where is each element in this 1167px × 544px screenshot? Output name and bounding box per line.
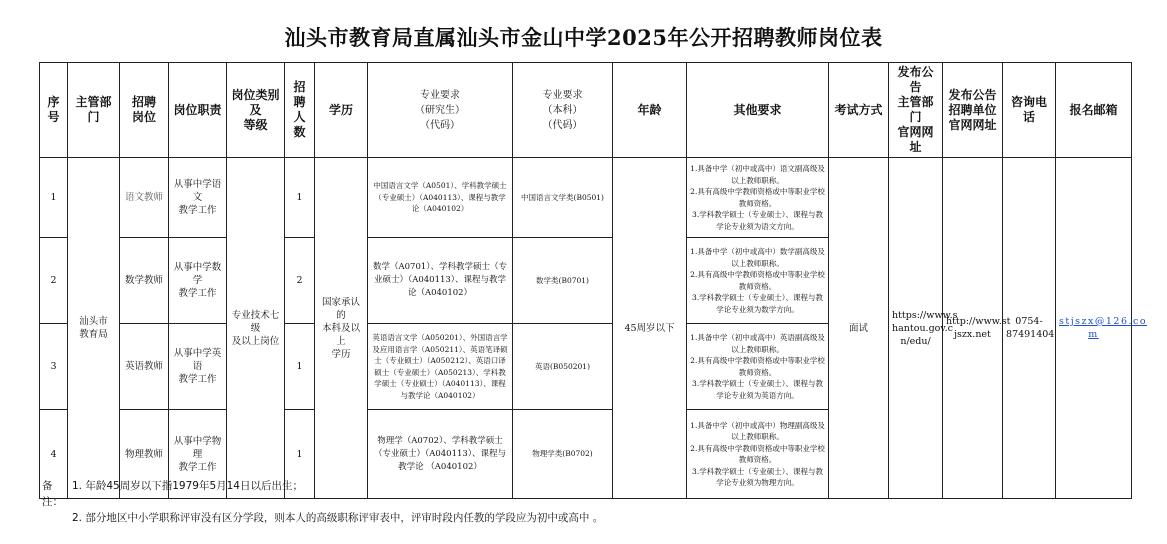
notes-label: 备注：	[42, 480, 63, 508]
cell-major-ug: 物理学类(B0702)	[513, 410, 613, 499]
cell-major-ug: 英语(B050201)	[513, 324, 613, 410]
header-category: 岗位类别及 等级	[227, 63, 285, 158]
header-seq: 序号	[40, 63, 68, 158]
cell-dept: 汕头市 教育局	[68, 158, 120, 499]
cell-site-dept[interactable]: https://www.s hantou.gov.c n/edu/	[889, 158, 943, 499]
cell-duty: 从事中学语文 教学工作	[169, 158, 227, 238]
cell-major-grad: 数学（A0701）、学科教学硕士（专业硕士）（A040113）、课程与教学论（A040102）	[368, 238, 513, 324]
page-title: 汕头市教育局直属汕头市金山中学2025年公开招聘教师岗位表	[284, 25, 883, 50]
cell-email[interactable]	[1056, 158, 1148, 499]
cell-major-grad: 英语语言文学（A050201）、外国语言学及应用语言学（A050211）、英语笔译硕士（专业硕士）（A050212）、英语口译硕士（专业硕士）（A050213）、学科教学硕士（专业硕士）（A040113）、课程与教学论（A040102）	[368, 324, 513, 410]
cell-major-ug: 数学类(B0701)	[513, 238, 613, 324]
recruitment-table	[39, 62, 1148, 499]
header-count: 招聘 人数	[285, 63, 315, 158]
cell-other: 1.具备中学（初中或高中）数学副高级及以上教师职称。 2.具有高级中学教师资格或中等职业学校教师资格。 3.学科教学硕士（专业硕士）、课程与教学论专业须为数学方向。	[687, 238, 829, 324]
cell-major-ug: 中国语言文学类(B0501)	[513, 158, 613, 238]
cell-other: 1.具备中学（初中或高中）英语副高级及以上教师职称。 2.具有高级中学教师资格或中等职业学校教师资格。 3.学科教学硕士（专业硕士）、课程与教学论专业须为英语方向。	[687, 324, 829, 410]
cell-seq: 4	[40, 410, 68, 499]
cell-seq: 1	[40, 158, 68, 238]
cell-seq: 2	[40, 238, 68, 324]
cell-seq: 3	[40, 324, 68, 410]
header-email: 报名邮箱	[1056, 63, 1132, 158]
cell-other: 1.具备中学（初中或高中）语文副高级及以上教师职称。 2.具有高级中学教师资格或中等职业学校教师资格。 3.学科教学硕士（专业硕士）、课程与教学论专业须为语文方向。	[687, 158, 829, 238]
header-row	[40, 63, 1132, 158]
header-post: 招聘 岗位	[120, 63, 169, 158]
notes	[42, 478, 603, 526]
cell-post: 物理教师	[120, 410, 169, 499]
header-dept: 主管部门	[68, 63, 120, 158]
cell-post: 语文教师	[120, 158, 169, 238]
header-major-ug: 专业要求 （本科） （代码）	[513, 63, 613, 158]
note-item: 2. 部分地区中小学职称评审没有区分学段，则本人的高级职称评审表中，评审时段内任教的学段应为初中或高中 。	[72, 512, 604, 524]
header-other: 其他要求	[687, 63, 829, 158]
table-row	[40, 158, 1132, 238]
cell-major-grad: 物理学（A0702）、学科教学硕士（专业硕士）（A040113）、课程与教学论 （A040102）	[368, 410, 513, 499]
cell-major-grad: 中国语言文学（A0501）、学科教学硕士（专业硕士）（A040113）、课程与教学论（A040102）	[368, 158, 513, 238]
header-site-unit: 发布公告 招聘单位 官网网址	[943, 63, 1003, 158]
cell-post: 英语教师	[120, 324, 169, 410]
header-edu: 学历	[315, 63, 368, 158]
cell-count: 1	[285, 158, 315, 238]
header-phone: 咨询电话	[1003, 63, 1056, 158]
cell-duty: 从事中学数学 教学工作	[169, 238, 227, 324]
email-link[interactable]: stjszx@126.co m	[1059, 316, 1148, 340]
cell-category: 专业技术七级 及以上岗位	[227, 158, 285, 499]
cell-count: 1	[285, 410, 315, 499]
header-exam: 考试方式	[829, 63, 889, 158]
cell-other: 1.具备中学（初中或高中）物理副高级及以上教师职称。 2.具有高级中学教师资格或中等职业学校教师资格。 3.学科教学硕士（专业硕士）、课程与教学论专业须为物理方向。	[687, 410, 829, 499]
cell-duty: 从事中学英语 教学工作	[169, 324, 227, 410]
cell-site-unit[interactable]: http://www.st jszx.net	[943, 158, 1003, 499]
header-major-grad: 专业要求 （研究生） （代码）	[368, 63, 513, 158]
header-duty: 岗位职责	[169, 63, 227, 158]
cell-post: 数学教师	[120, 238, 169, 324]
header-age: 年龄	[613, 63, 687, 158]
cell-age: 45周岁以下	[613, 158, 687, 499]
header-site-dept: 发布公告 主管部门 官网网址	[889, 63, 943, 158]
cell-edu: 国家承认的 本科及以上 学历	[315, 158, 368, 499]
cell-count: 1	[285, 324, 315, 410]
cell-phone: 0754- 87491404	[1003, 158, 1056, 499]
cell-count: 2	[285, 238, 315, 324]
cell-duty: 从事中学物理 教学工作	[169, 410, 227, 499]
cell-exam: 面试	[829, 158, 889, 499]
note-item: 1. 年龄45周岁以下指1979年5月14日以后出生；	[72, 480, 303, 492]
